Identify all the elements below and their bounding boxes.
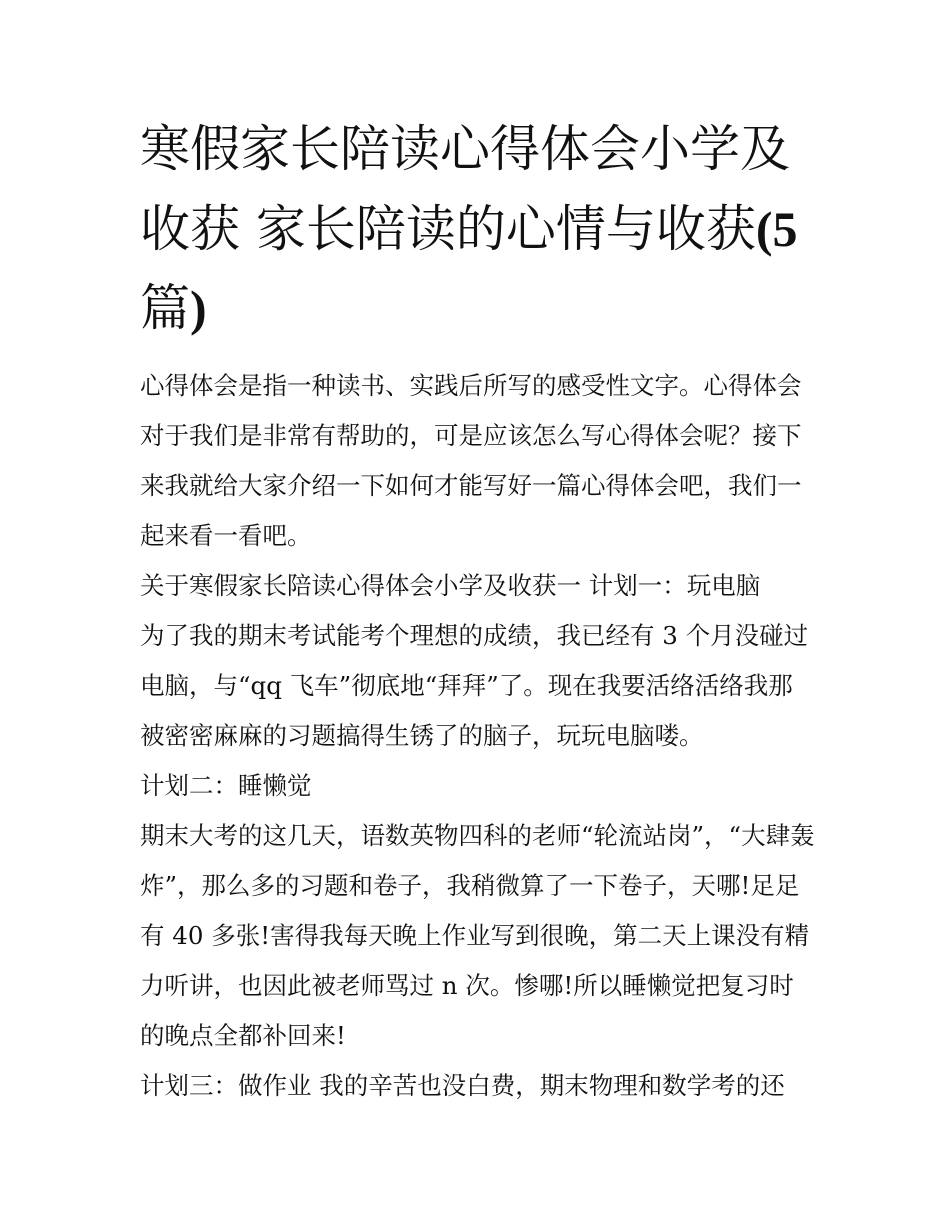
plan-two-paragraph: 期末大考的这几天，语数英物四科的老师“轮流站岗”，“大肆轰炸”，那么多的习题和卷子，我稍微算了一下卷子，天哪!足足有 40 多张!害得我每天晚上作业写到很晚，第二天上课没有精力听讲，也因此被老师骂过 n 次。惨哪!所以睡懒觉把复习时的晚点全都补回来! [140, 820, 815, 1050]
plan-three-paragraph: 计划三：做作业 我的辛苦也没白费，期末物理和数学考的还 [140, 1070, 785, 1100]
intro-paragraph: 心得体会是指一种读书、实践后所写的感受性文字。心得体会对于我们是非常有帮助的，可是应该怎么写心得体会呢？接下来我就给大家介绍一下如何才能写好一篇心得体会吧，我们一起来看一看吧。 [140, 370, 802, 550]
document-page [140, 110, 816, 1111]
title-text: 寒假家长陪读心得体会小学及收获 家长陪读的心情与收获 [140, 120, 790, 258]
document-title [140, 110, 816, 349]
plan-one-paragraph: 为了我的期末考试能考个理想的成绩，我已经有 3 个月没碰过电脑，与“qq 飞车”彻底地“拜拜”了。现在我要活络活络我那被密密麻麻的习题搞得生锈了的脑子，玩玩电脑喽。 [140, 620, 809, 750]
title-suffix: 篇 [140, 279, 190, 337]
title-count-close: ) [190, 280, 207, 336]
section-heading-plan-one: 关于寒假家长陪读心得体会小学及收获一 计划一：玩电脑 [140, 570, 761, 600]
plan-two-heading: 计划二：睡懒觉 [140, 770, 312, 800]
document-body [140, 361, 816, 1111]
title-count-open: (5 [755, 200, 798, 257]
